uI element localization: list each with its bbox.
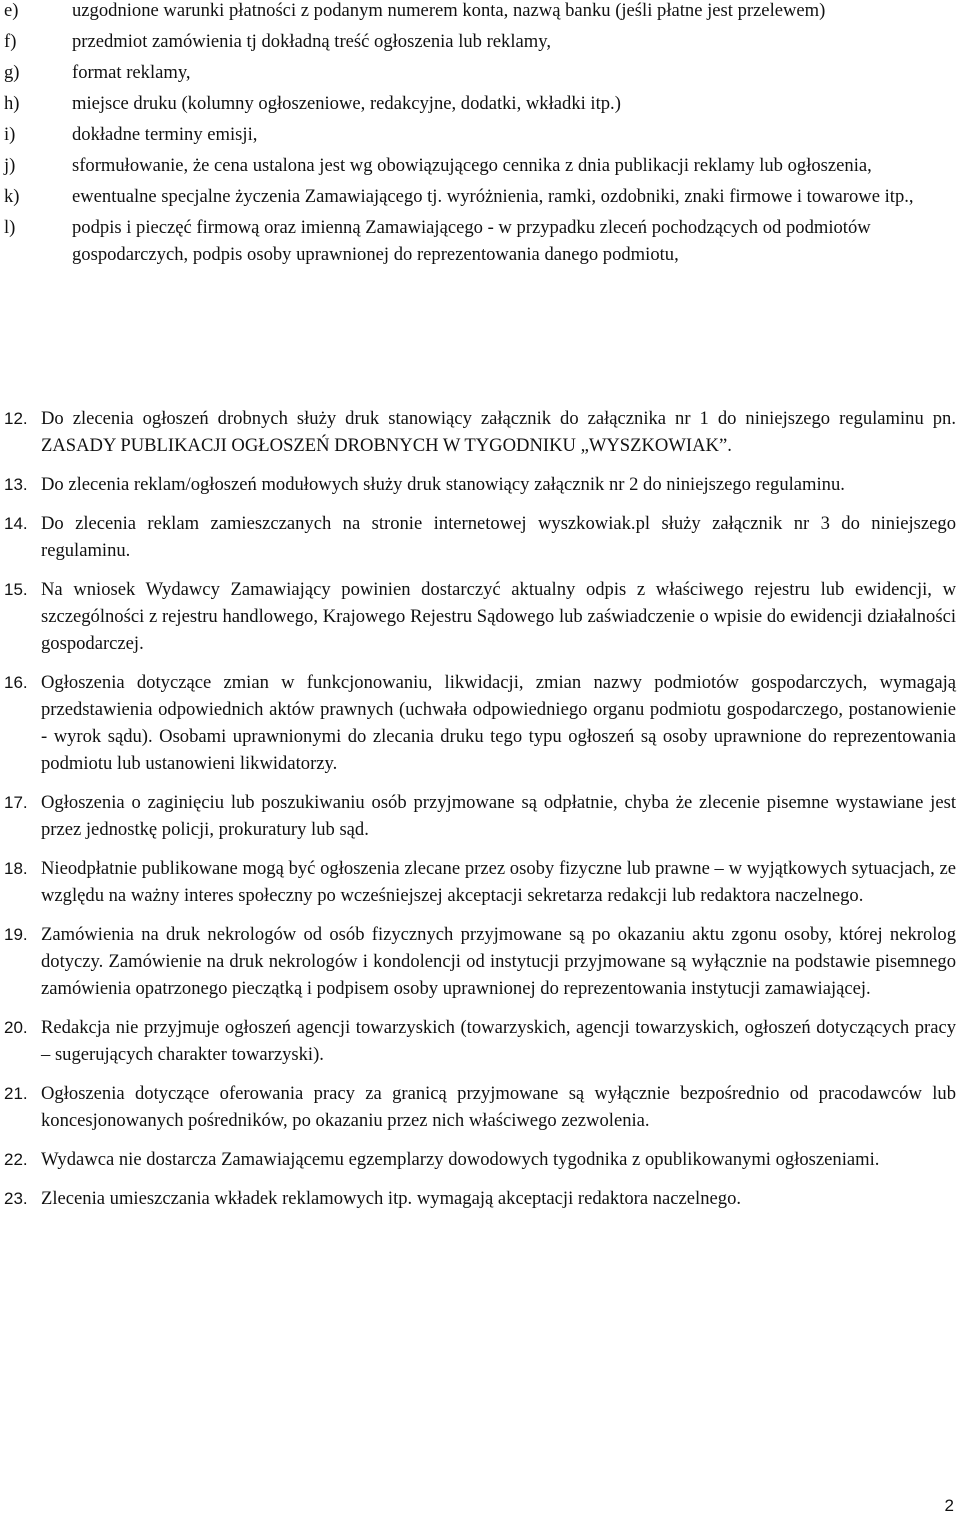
paragraph-13 (0, 471, 956, 498)
paragraph-number: 20. (4, 1018, 28, 1037)
paragraph-text: Nieodpłatnie publikowane mogą być ogłoszenia zlecane przez osoby fizyczne lub prawne – w wyjątkowych sytuacjach, ze względu na ważny interes społeczny po wcześniejszej akceptacji sekretarza redakcji lub redaktora naczelnego. (41, 858, 956, 906)
paragraph-number: 19. (4, 925, 28, 944)
sub-item-f (0, 28, 935, 55)
paragraph-text: Na wniosek Wydawcy Zamawiający powinien dostarczyć aktualny odpis z właściwego rejestru lub ewidencji, w szczególności z rejestru handlowego, Krajowego Rejestru Sądowego lub zaświadczenie o wpisie do ewidencji działalności gospodarczej. (41, 579, 956, 654)
paragraph-number: 13. (4, 475, 28, 494)
sub-item-letter: j) (4, 155, 16, 176)
sub-item-h (0, 90, 935, 117)
paragraph-number: 12. (4, 409, 28, 428)
paragraph-22 (0, 1146, 956, 1173)
sub-item-letter: e) (4, 0, 19, 21)
paragraph-number: 16. (4, 673, 28, 692)
paragraph-number: 23. (4, 1189, 28, 1208)
sub-item-text: sformułowanie, że cena ustalona jest wg obowiązującego cennika z dnia publikacji reklamy lub ogłoszenia, (72, 155, 872, 176)
sub-item-letter: g) (4, 62, 20, 83)
sub-item-letter: h) (4, 93, 20, 114)
sub-item-l (0, 214, 935, 268)
numbered-paragraph-list (0, 405, 956, 1212)
sub-item-text: przedmiot zamówienia tj dokładną treść ogłoszenia lub reklamy, (72, 31, 551, 52)
paragraph-17 (0, 789, 956, 843)
paragraph-text: Zamówienia na druk nekrologów od osób fizycznych przyjmowane są po okazaniu aktu zgonu osoby, której nekrolog dotyczy. Zamówienie na druk nekrologów i kondolencji od instytucji przyjmowane są wyłącznie na podstawie pisemnego zamówienia opatrzonego pieczątką i podpisem osoby uprawnionej do reprezentowania instytucji zamawiającej. (41, 924, 956, 999)
paragraph-number: 14. (4, 514, 28, 533)
paragraph-text: Ogłoszenia dotyczące zmian w funkcjonowaniu, likwidacji, zmian nazwy podmiotów gospodarczych, wymagają przedstawienia odpowiednich aktów prawnych (uchwała odpowiedniego organu podmiotu gospodarczego, postanowienie - wyrok sądu). Osobami uprawnionymi do zlecania druku tego typu ogłoszeń są osoby uprawnione do reprezentowania podmiotu lub ustanowieni likwidatorzy. (41, 672, 956, 774)
sub-item-letter: i) (4, 124, 16, 145)
sub-item-list (0, 0, 935, 272)
sub-item-text: uzgodnione warunki płatności z podanym numerem konta, nazwą banku (jeśli płatne jest przelewem) (72, 0, 826, 21)
page-number: 2 (944, 1496, 954, 1515)
paragraph-15 (0, 576, 956, 657)
paragraph-text: Do zlecenia reklam/ogłoszeń modułowych służy druk stanowiący załącznik nr 2 do niniejszego regulaminu. (41, 474, 845, 495)
paragraph-number: 15. (4, 580, 28, 599)
paragraph-text: Ogłoszenia o zaginięciu lub poszukiwaniu osób przyjmowane są odpłatnie, chyba że zlecenie pisemne wystawiane jest przez jednostkę policji, prokuratury lub sąd. (41, 792, 956, 840)
sub-item-k (0, 183, 935, 210)
paragraph-number: 21. (4, 1084, 28, 1103)
paragraph-21 (0, 1080, 956, 1134)
sub-item-text: podpis i pieczęć firmową oraz imienną Zamawiającego - w przypadku zleceń pochodzących od podmiotów gospodarczych, podpis osoby uprawnionej do reprezentowania danego podmiotu, (72, 217, 871, 265)
paragraph-12 (0, 405, 956, 459)
sub-item-j (0, 152, 935, 179)
sub-item-g (0, 59, 935, 86)
paragraph-number: 18. (4, 859, 28, 878)
paragraph-text: Do zlecenia ogłoszeń drobnych służy druk stanowiący załącznik do załącznika nr 1 do niniejszego regulaminu pn. ZASADY PUBLIKACJI OGŁOSZEŃ DROBNYCH W TYGODNIKU „WYSZKOWIAK”. (41, 408, 956, 456)
paragraph-23 (0, 1185, 956, 1212)
paragraph-20 (0, 1014, 956, 1068)
sub-item-i (0, 121, 935, 148)
paragraph-text: Redakcja nie przyjmuje ogłoszeń agencji towarzyskich (towarzyskich, agencji towarzyskich, ogłoszeń dotyczących pracy – sugerujących charakter towarzyski). (41, 1017, 956, 1065)
sub-item-text: ewentualne specjalne życzenia Zamawiającego tj. wyróżnienia, ramki, ozdobniki, znaki firmowe i towarowe itp., (72, 186, 914, 207)
paragraph-16 (0, 669, 956, 777)
paragraph-text: Do zlecenia reklam zamieszczanych na stronie internetowej wyszkowiak.pl służy załącznik nr 3 do niniejszego regulaminu. (41, 513, 956, 561)
paragraph-number: 17. (4, 793, 28, 812)
paragraph-text: Ogłoszenia dotyczące oferowania pracy za granicą przyjmowane są wyłącznie bezpośrednio od pracodawców lub koncesjonowanych pośredników, po okazaniu przez nich właściwego zezwolenia. (41, 1083, 956, 1131)
sub-item-text: format reklamy, (72, 62, 191, 83)
paragraph-number: 22. (4, 1150, 28, 1169)
sub-item-text: dokładne terminy emisji, (72, 124, 258, 145)
sub-item-e (0, 0, 935, 24)
sub-item-letter: f) (4, 31, 17, 52)
paragraph-text: Wydawca nie dostarcza Zamawiającemu egzemplarzy dowodowych tygodnika z opublikowanymi ogłoszeniami. (41, 1149, 880, 1170)
sub-item-letter: l) (4, 217, 16, 238)
paragraph-19 (0, 921, 956, 1002)
paragraph-14 (0, 510, 956, 564)
paragraph-text: Zlecenia umieszczania wkładek reklamowych itp. wymagają akceptacji redaktora naczelnego. (41, 1188, 742, 1209)
sub-item-text: miejsce druku (kolumny ogłoszeniowe, redakcyjne, dodatki, wkładki itp.) (72, 93, 621, 114)
sub-item-letter: k) (4, 186, 20, 207)
paragraph-18 (0, 855, 956, 909)
